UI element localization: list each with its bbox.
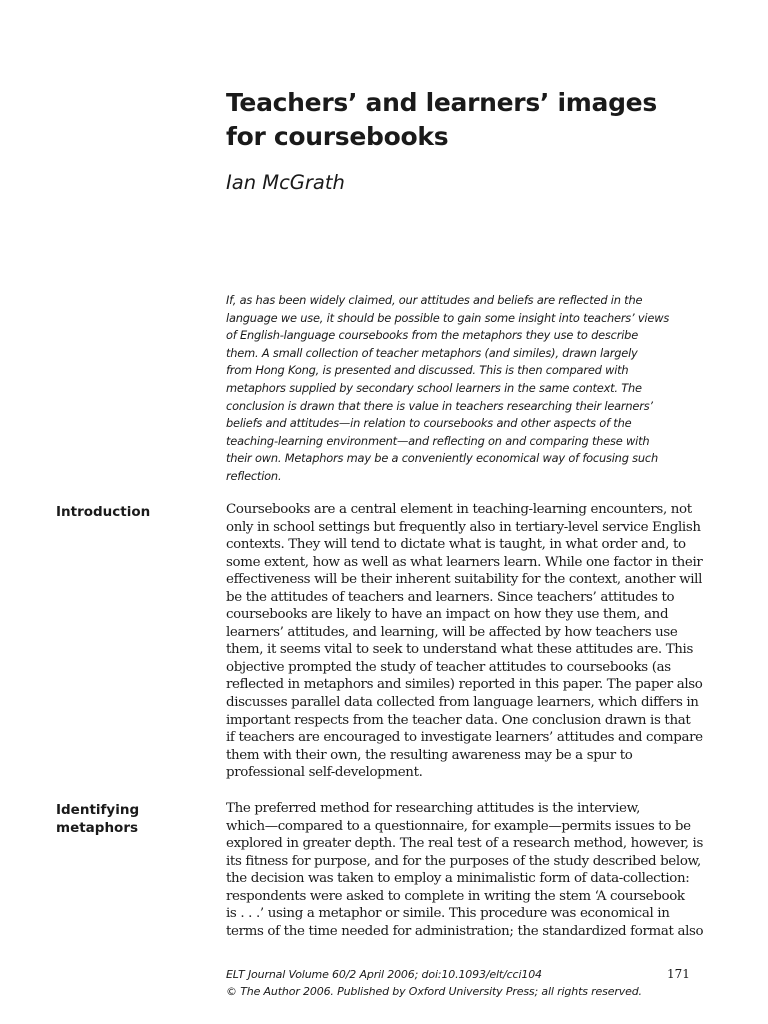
body-line: The preferred method for researching attitudes is the interview, bbox=[226, 801, 640, 816]
body-line: which—compared to a questionnaire, for example—permits issues to be bbox=[226, 818, 691, 834]
article-title-line: for coursebooks bbox=[226, 122, 449, 151]
section-heading-line: Introduction bbox=[56, 504, 151, 520]
journal-citation: ELT Journal Volume 60/2 April 2006; doi:10.1093/elt/cci104 bbox=[226, 968, 542, 981]
body-line: reflected in metaphors and similes) reported in this paper. The paper also bbox=[226, 677, 703, 693]
page-footer bbox=[226, 966, 716, 1000]
body-line: them, it seems vital to seek to understand what these attitudes are. This bbox=[226, 642, 694, 658]
body-line: learners’ attitudes, and learning, will be affected by how teachers use bbox=[226, 624, 678, 640]
body-line: effectiveness will be their inherent suitability for the context, another will bbox=[226, 572, 703, 588]
body-line: them with their own, the resulting awareness may be a spur to bbox=[226, 747, 633, 763]
body-line: discusses parallel data collected from language learners, which differs in bbox=[226, 695, 699, 711]
section-body-introduction bbox=[226, 501, 716, 782]
body-line: contexts. They will tend to dictate what is taught, in what order and, to bbox=[226, 537, 686, 553]
body-line: its fitness for purpose, and for the purposes of the study described below, bbox=[226, 853, 701, 869]
body-line: only in school settings but frequently also in tertiary-level service English bbox=[226, 519, 701, 535]
body-line: terms of the time needed for administration; the standardized format also bbox=[226, 923, 704, 939]
body-line: Coursebooks are a central element in teaching-learning encounters, not bbox=[226, 502, 692, 517]
article-author: Ian McGrath bbox=[226, 171, 345, 194]
body-line: objective prompted the study of teacher attitudes to coursebooks (as bbox=[226, 659, 671, 675]
copyright-notice: © The Author 2006. Published by Oxford University Press; all rights reserved. bbox=[226, 985, 642, 998]
abstract-line: their own. Metaphors may be a conveniently economical way of focusing such bbox=[226, 451, 658, 466]
body-line: important respects from the teacher data. One conclusion drawn is that bbox=[226, 712, 691, 728]
body-line: respondents were asked to complete in writing the stem ‘A coursebook bbox=[226, 888, 685, 904]
article-title bbox=[226, 86, 726, 154]
abstract-line: of English-language coursebooks from the metaphors they use to describe bbox=[226, 328, 639, 343]
abstract-line: language we use, it should be possible to gain some insight into teachers’ views bbox=[226, 310, 670, 325]
section-heading-line: metaphors bbox=[56, 820, 139, 836]
section-heading-line: Identifying bbox=[56, 802, 140, 818]
section-body-identifying-metaphors bbox=[226, 800, 716, 940]
abstract-line: them. A small collection of teacher metaphors (and similes), drawn largely bbox=[226, 345, 638, 360]
abstract-line: metaphors supplied by secondary school learners in the same context. The bbox=[226, 380, 642, 395]
page-number: 171 bbox=[667, 967, 690, 981]
body-line: be the attitudes of teachers and learners. Since teachers’ attitudes to bbox=[226, 589, 675, 605]
abstract-line: beliefs and attitudes—in relation to coursebooks and other aspects of the bbox=[226, 416, 632, 431]
abstract-line: from Hong Kong, is presented and discussed. This is then compared with bbox=[226, 363, 629, 378]
body-line: if teachers are encouraged to investigate learners’ attitudes and compare bbox=[226, 730, 703, 746]
body-line: explored in greater depth. The real test of a research method, however, is bbox=[226, 836, 703, 852]
article-title-line: Teachers’ and learners’ images bbox=[226, 88, 657, 117]
section-heading-identifying-metaphors bbox=[56, 801, 139, 837]
body-line: is . . .’ using a metaphor or simile. This procedure was economical in bbox=[226, 906, 670, 922]
abstract-line: teaching-learning environment—and reflecting on and comparing these with bbox=[226, 433, 650, 448]
abstract-line: conclusion is drawn that there is value in teachers researching their learners’ bbox=[226, 398, 653, 413]
body-line: professional self-development. bbox=[226, 765, 423, 781]
body-line: the decision was taken to employ a minimalistic form of data-collection: bbox=[226, 871, 690, 887]
body-line: coursebooks are likely to have an impact on how they use them, and bbox=[226, 607, 669, 623]
abstract-line: reflection. bbox=[226, 468, 282, 483]
abstract-line: If, as has been widely claimed, our attitudes and beliefs are reflected in the bbox=[226, 293, 643, 307]
section-heading-introduction bbox=[56, 503, 150, 521]
body-line: some extent, how as well as what learners learn. While one factor in their bbox=[226, 554, 703, 570]
abstract bbox=[226, 292, 716, 486]
